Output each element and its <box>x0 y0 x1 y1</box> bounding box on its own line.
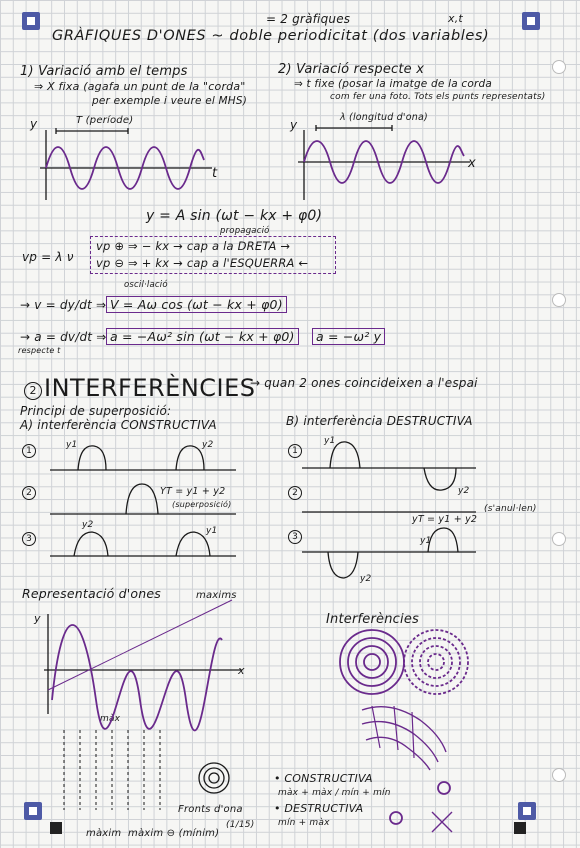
step-b3: 3 <box>288 530 302 544</box>
interferences-subtitle: → quan 2 ones coincideixen a l'espai <box>250 376 478 390</box>
maxim-label-1: màxim <box>86 828 122 839</box>
interferences-title: INTERFERÈNCIES <box>44 374 256 402</box>
period-label: T (període) <box>76 115 134 126</box>
fronts-label: Fronts d'ona <box>178 804 243 815</box>
a3-y2: y2 <box>82 520 94 530</box>
destructive-sub: mín + màx <box>278 818 330 828</box>
graph1-t-label: t <box>212 166 218 181</box>
vp-positive-right: vp ⊕ ⇒ − kx → cap a la DRETA → <box>96 239 291 253</box>
oscillation-note: oscil·lació <box>124 280 168 290</box>
variation-x-title: 2) Variació respecte x <box>278 62 425 77</box>
variation-x-desc2: com fer una foto. Tots els punts representats) <box>330 92 546 102</box>
variation-x-desc1: ⇒ t fixe (posar la imatge de la corda <box>294 78 492 90</box>
b3-y2: y2 <box>360 574 372 584</box>
a1-y2: y2 <box>202 440 214 450</box>
interference-circles-left <box>340 630 404 694</box>
b3-y1: y1 <box>420 536 432 546</box>
acceleration-derivative: → a = dv/dt ⇒ <box>20 330 107 344</box>
wave-representation-title: Representació d'ones <box>22 586 161 601</box>
a2-sum: YT = y1 + y2 <box>160 486 226 497</box>
step-a1: 1 <box>22 444 36 458</box>
acceleration-result: a = −ω² y <box>312 328 385 345</box>
b2-y2: y2 <box>458 486 470 496</box>
section-number-2: 2 <box>24 382 42 400</box>
propagation-note: propagació <box>220 226 270 236</box>
destructive-label: • DESTRUCTIVA <box>274 802 364 815</box>
graph2-x-label: x <box>468 156 476 171</box>
vp-negative-left: vp ⊖ ⇒ + kx → cap a l'ESQUERRA ← <box>96 256 309 270</box>
variation-time-desc1: ⇒ X fixa (agafa un punt de la "corda" <box>34 80 246 93</box>
note-two-graphs: = 2 gràfiques <box>266 12 351 26</box>
step-b1: 1 <box>288 444 302 458</box>
maxim-label-2: màxim ⊖ (mínim) <box>128 828 220 839</box>
acceleration-formula: a = −Aω² sin (ωt − kx + φ0) <box>106 328 299 345</box>
velocity-derivative: → v = dy/dt ⇒ <box>20 298 107 312</box>
variation-time-desc2: per exemple i veure el MHS) <box>92 95 248 107</box>
superposition-principle: Principi de superposició: <box>20 404 172 418</box>
variation-time-title: 1) Variació amb el temps <box>20 64 188 79</box>
graph1-y-label: y <box>30 117 38 131</box>
graph2-y-label: y <box>290 118 298 132</box>
interferences-sketch-title: Interferències <box>326 612 420 627</box>
wavelength-label: λ (longitud d'ona) <box>340 112 428 123</box>
page-title: GRÀFIQUES D'ONES ~ doble periodicitat (dos variables) <box>52 28 490 44</box>
destructive-heading: B) interferència DESTRUCTIVA <box>286 414 473 428</box>
a2-superposition: (superposició) <box>172 500 232 509</box>
repr-x-label: x <box>238 664 245 677</box>
constructive-heading: A) interferència CONSTRUCTIVA <box>20 418 217 432</box>
maxims-label: maxims <box>196 590 237 601</box>
interference-circles-right <box>404 630 468 694</box>
step-a3: 3 <box>22 532 36 546</box>
acceleration-note: respecte t <box>18 346 61 355</box>
b2-sum: yT = y1 + y2 <box>412 514 478 525</box>
step-a2: 2 <box>22 486 36 500</box>
repr-y-label: y <box>34 612 41 625</box>
velocity-formula: V = Aω cos (ωt − kx + φ0) <box>106 296 287 313</box>
step-b2: 2 <box>288 486 302 500</box>
a3-y1: y1 <box>206 526 218 536</box>
fronts-sub: (1/15) <box>226 820 255 830</box>
constructive-sub: màx + màx / mín + mín <box>278 788 391 798</box>
a1-y1: y1 <box>66 440 78 450</box>
constructive-label: • CONSTRUCTIVA <box>274 772 373 785</box>
note-xt: x,t <box>448 12 463 25</box>
b2-cancel: (s'anul·len) <box>484 504 537 514</box>
b1-y1: y1 <box>324 436 336 446</box>
vp-relation: vp = λ ν <box>22 250 74 264</box>
wave-equation: y = A sin (ωt − kx + φ0) <box>146 208 323 224</box>
max-label: màx <box>100 714 121 724</box>
